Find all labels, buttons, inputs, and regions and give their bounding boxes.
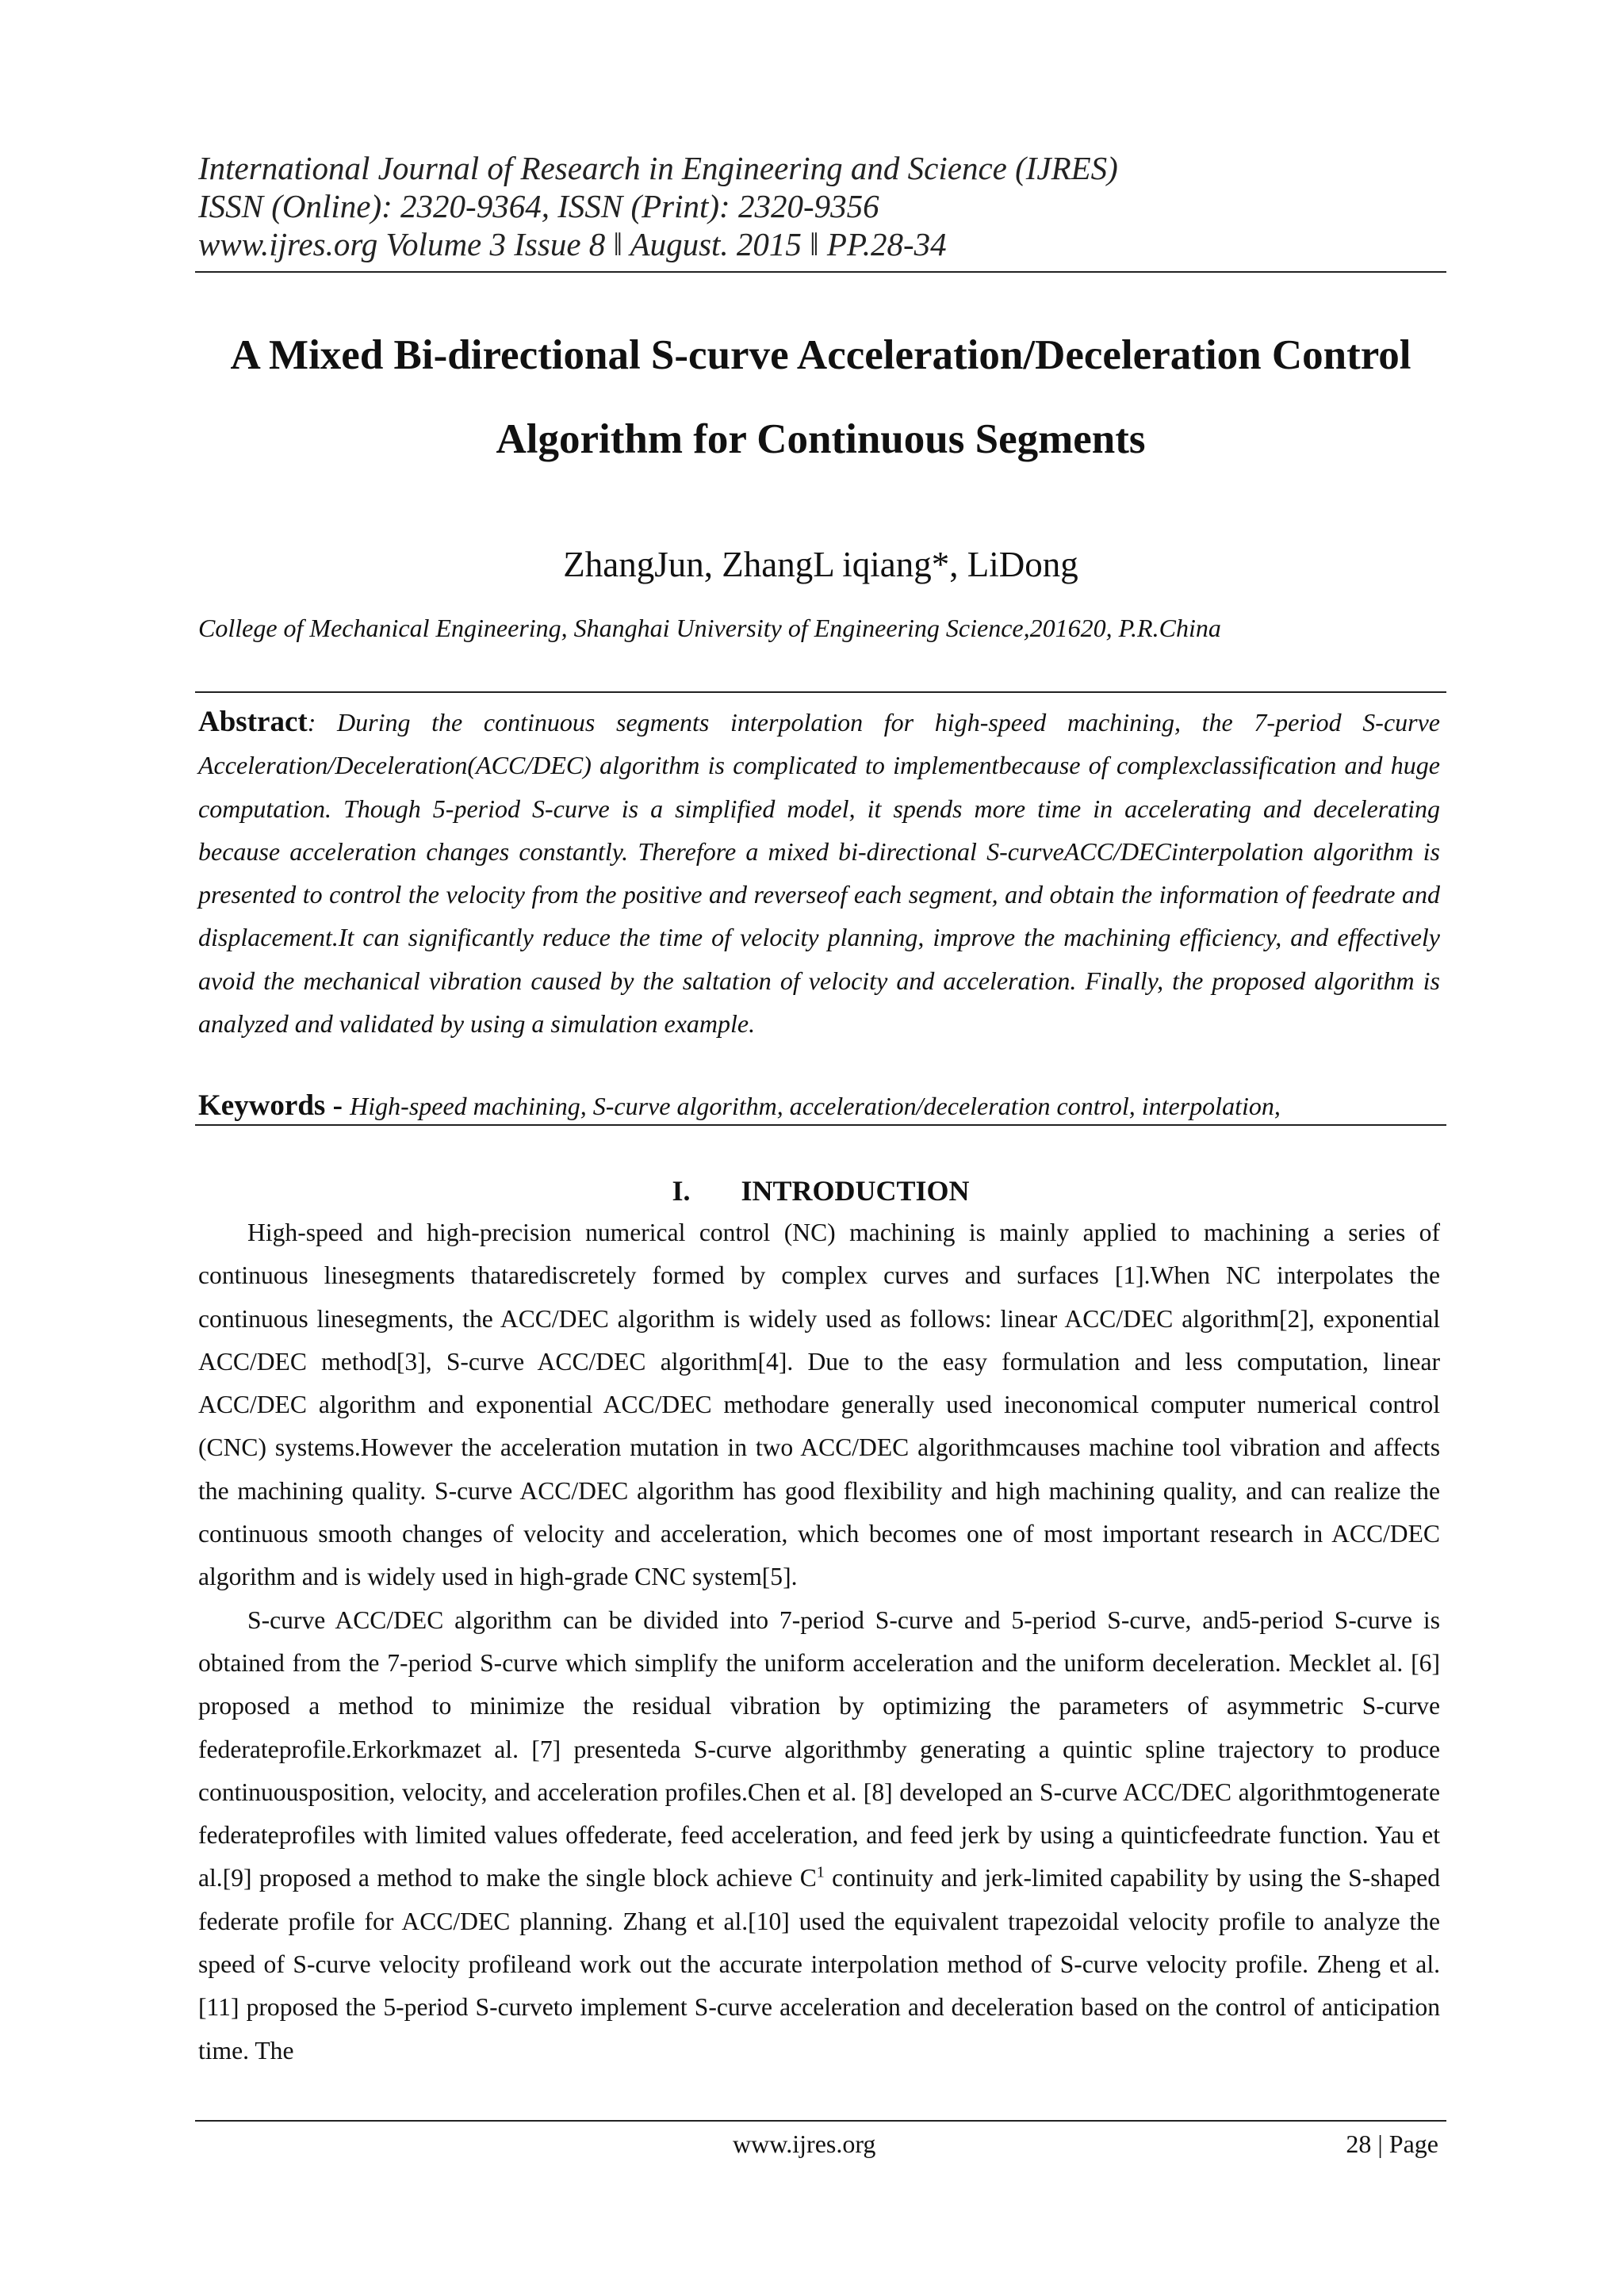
volume-line: www.ijres.org Volume 3 Issue 8 ǁ August. 2015 ǁ PP.28-34: [198, 226, 947, 262]
intro-paragraph-2: [198, 1599, 1440, 2072]
paper-title-line-2: Algorithm for Continuous Segments: [496, 416, 1146, 462]
intro-paragraph-2-part-b: continuity and jerk-limited capability by using the S-shaped federate profile for ACC/DEC planning. Zhang et al.[10] used the equivalent trapezoidal velocity profile to analyze the speed of S-curve velocity profileand work out the accurate interpolation method of S-curve velocity profile. Zheng et al. [11] proposed the 5-period S-curveto implement S-curve acceleration and deceleration based on the control of anticipation time. The: [198, 1864, 1440, 2064]
footer-url: www.ijres.org: [733, 2130, 876, 2158]
section-number: I.: [672, 1175, 691, 1207]
abstract-text: : During the continuous segments interpolation for high-speed machining, the 7-period S-curve Acceleration/Deceleration(ACC/DEC) algorithm is complicated to implementbecause of complexclassification and huge computation. Though 5-period S-curve is a simplified model, it spends more time in accelerating and decelerating because acceleration changes constantly. Therefore a mixed bi-directional S-curveACC/DECinterpolation algorithm is presented to control the velocity from the positive and reverseof each segment, and obtain the information of feedrate and displacement.It can significantly reduce the time of velocity planning, improve the machining efficiency, and effectively avoid the mechanical vibration caused by the saltation of velocity and acceleration. Finally, the proposed algorithm is analyzed and validated by using a simulation example.: [198, 708, 1440, 1039]
section-heading: [159, 1173, 1483, 1208]
authors: ZhangJun, ZhangL iqiang*, LiDong: [563, 545, 1078, 584]
abstract: [198, 701, 1440, 1045]
issn-line: ISSN (Online): 2320-9364, ISSN (Print): 2320-9356: [198, 188, 879, 224]
intro-paragraph-2-part-a: S-curve ACC/DEC algorithm can be divided into 7-period S-curve and 5-period S-curve, and5-period S-curve is obtained from the 7-period S-curve which simplify the uniform acceleration and the uniform deceleration. Mecklet al. [6] proposed a method to minimize the residual vibration by optimizing the parameters of asymmetric S-curve federateprofile.Erkorkmazet al. [7] presenteda S-curve algorithmby generating a quintic spline trajectory to produce continuousposition, velocity, and acceleration profiles.Chen et al. [8] developed an S-curve ACC/DEC algorithmtogenerate federateprofiles with limited values offederate, feed acceleration, and feed jerk by using a quinticfeedrate function. Yau et al.[9] proposed a method to make the single block achieve C: [198, 1605, 1440, 1892]
intro-paragraph-1: High-speed and high-precision numerical control (NC) machining is mainly applied to machining a series of continuous linesegments thatarediscretely formed by complex curves and surfaces [1].When NC interpolates the continuous linesegments, the ACC/DEC algorithm is widely used as follows: linear ACC/DEC algorithm[2], exponential ACC/DEC method[3], S-curve ACC/DEC algorithm[4]. Due to the easy formulation and less computation, linear ACC/DEC algorithm and exponential ACC/DEC methodare generally used ineconomical computer numerical control (CNC) systems.However the acceleration mutation in two ACC/DEC algorithmcauses machine tool vibration and affects the machining quality. S-curve ACC/DEC algorithm has good flexibility and high machining quality, and can realize the continuous smooth changes of velocity and acceleration, which becomes one of most important research in ACC/DEC algorithm and is widely used in high-grade CNC system[5].: [198, 1219, 1440, 1591]
section-title: INTRODUCTION: [741, 1175, 970, 1207]
footer-rule: [195, 2120, 1446, 2122]
abstract-top-rule: [195, 691, 1446, 693]
header-rule: [195, 271, 1446, 273]
abstract-label: Abstract: [198, 706, 308, 738]
paper-title-line-1: A Mixed Bi-directional S-curve Acceleration/Deceleration Control: [230, 332, 1411, 378]
footer-page-number: 28 | Page: [1346, 2130, 1438, 2158]
keywords: [198, 1088, 1443, 1124]
superscript-1: 1: [816, 1863, 825, 1881]
keywords-bottom-rule: [195, 1124, 1446, 1126]
journal-name: International Journal of Research in Engineering and Science (IJRES): [198, 150, 1118, 186]
affiliation: College of Mechanical Engineering, Shanghai University of Engineering Science,201620, P.R.China: [198, 614, 1221, 642]
journal-header: [198, 149, 1443, 263]
introduction-body: [198, 1211, 1440, 2072]
keywords-text: High-speed machining, S-curve algorithm, acceleration/deceleration control, interpolation,: [350, 1092, 1281, 1120]
keywords-label: Keywords -: [198, 1089, 350, 1122]
